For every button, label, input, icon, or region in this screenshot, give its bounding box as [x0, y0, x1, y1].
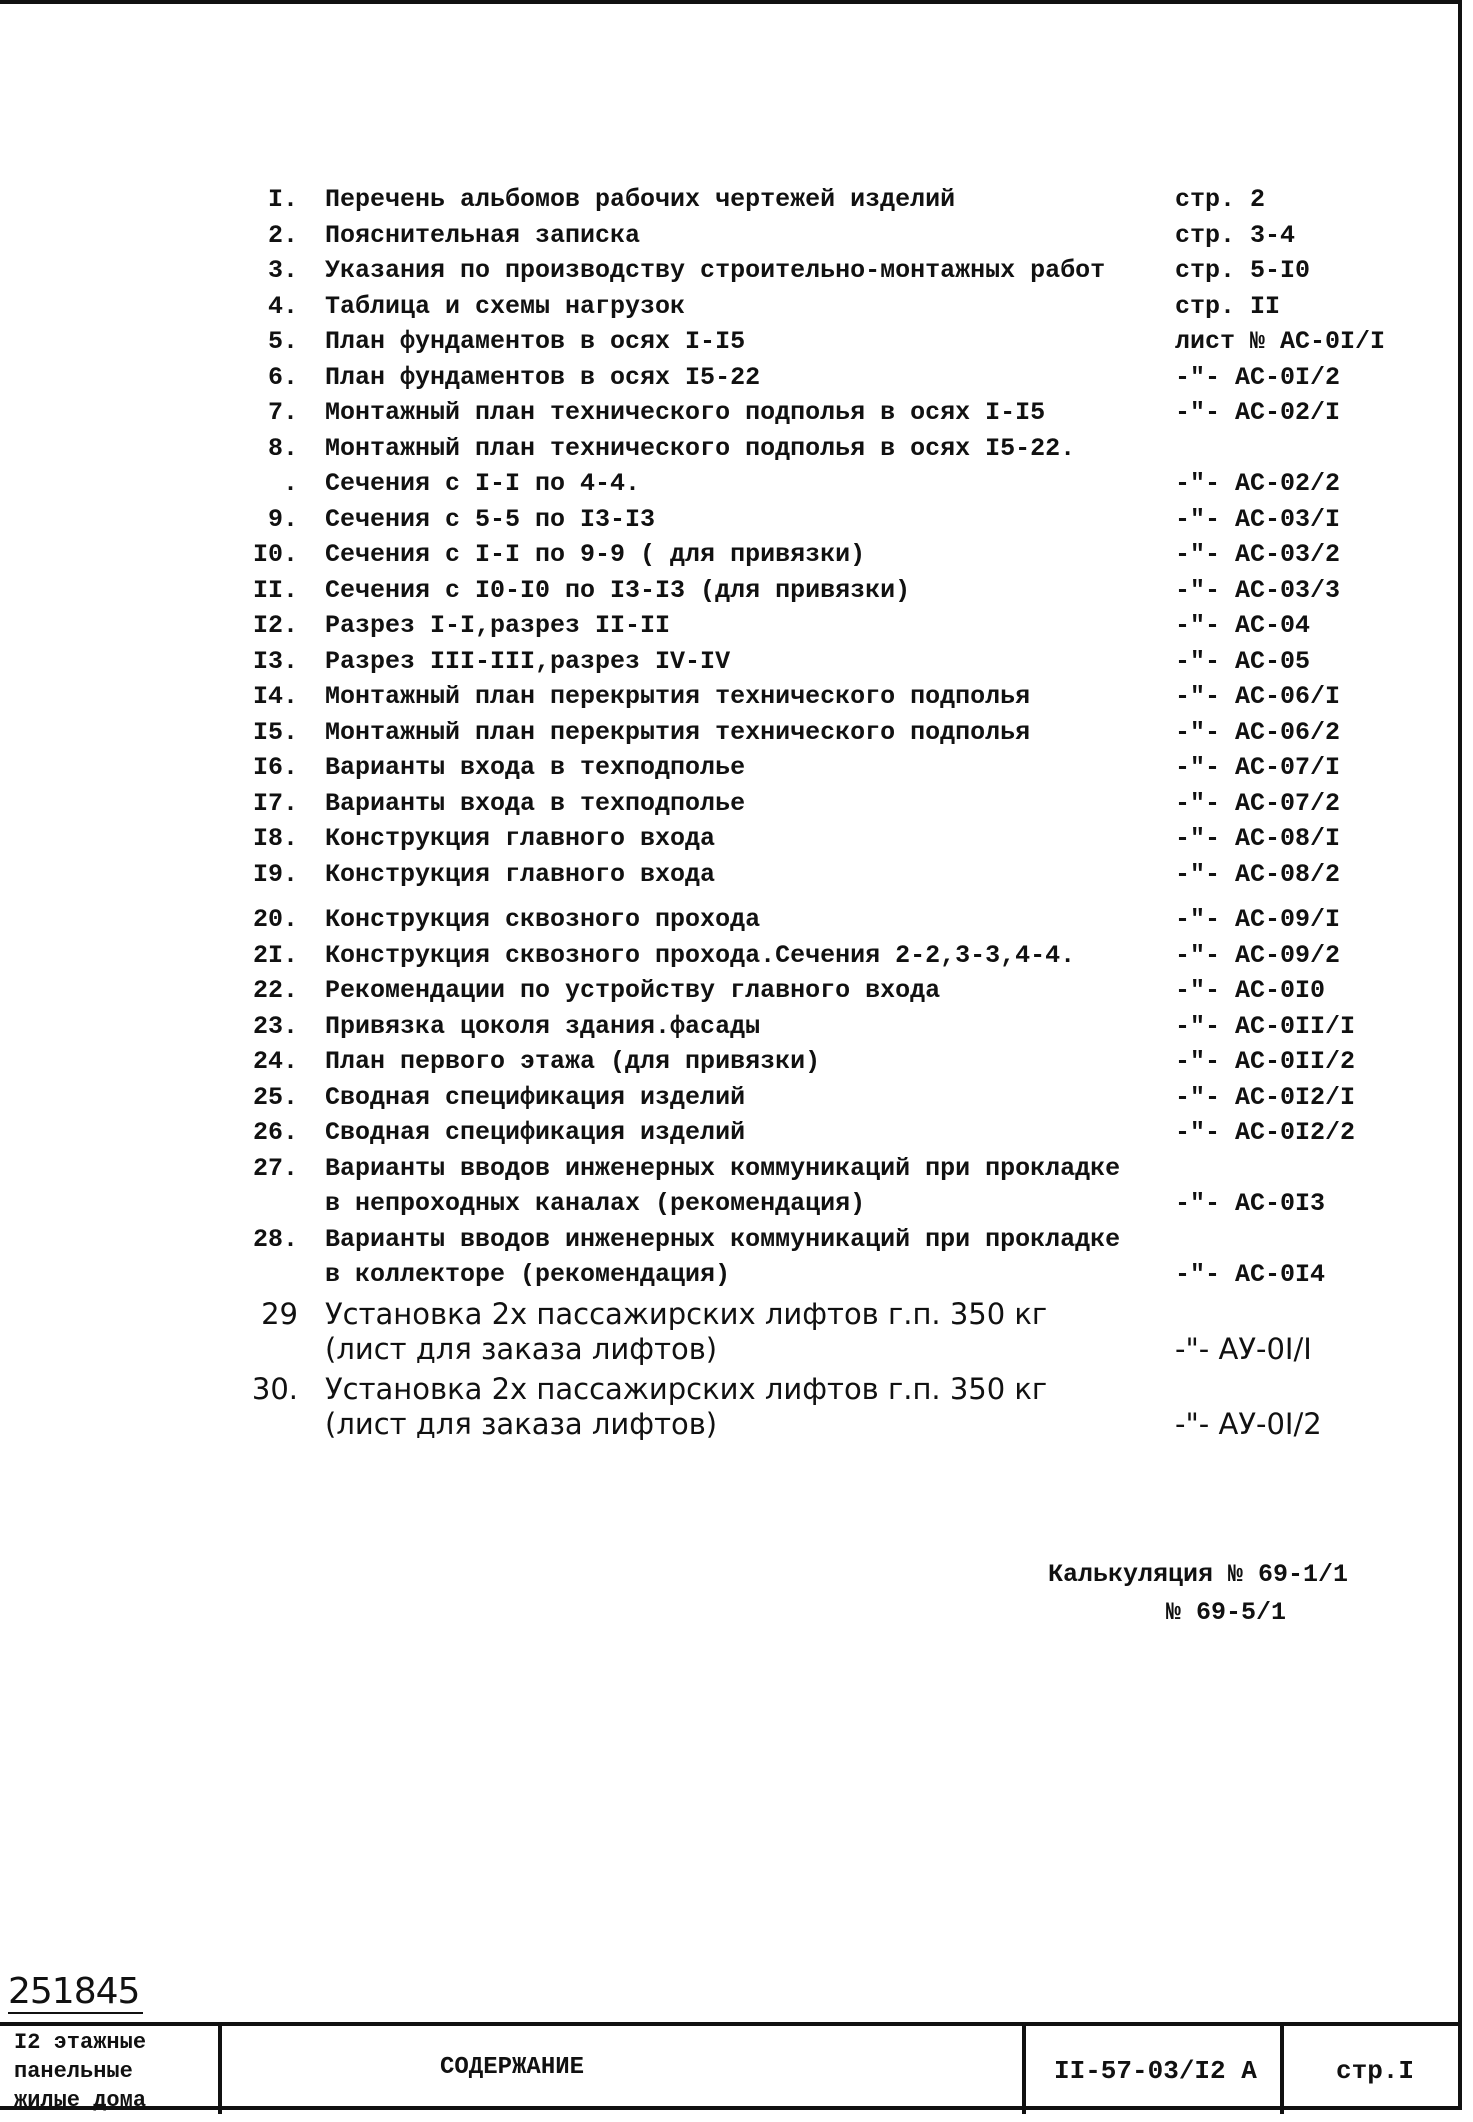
toc-row — [240, 1115, 1410, 1151]
toc-num: 26. — [252, 1118, 298, 1147]
toc-ref: -"- АС-03/2 — [1175, 540, 1341, 569]
toc-ref: -"- АС-0II/I — [1175, 1011, 1356, 1041]
toc-num: 5. — [267, 327, 298, 356]
toc-row — [240, 502, 1410, 538]
toc-row — [240, 466, 1410, 502]
toc-row — [240, 1151, 1410, 1187]
toc-title: Конструкция сквозного прохода.Сечения 2-2,3-3,4-4. — [325, 940, 1076, 970]
toc-ref: -"- АС-02/I — [1175, 398, 1341, 427]
calculation-note — [1048, 1556, 1348, 1632]
toc-row — [240, 218, 1410, 254]
toc-title: Сечения с I0-I0 по I3-I3 (для привязки) — [325, 575, 911, 605]
stamp-series-line-2: панельные — [14, 2059, 133, 2084]
toc-title: Сводная спецификация изделий — [325, 1118, 746, 1147]
toc-title: Установка 2х пассажирских лифтов г.п. 350 кг — [325, 1296, 1048, 1331]
toc-num: I7. — [252, 788, 298, 818]
toc-num: II. — [252, 575, 298, 605]
stamp-title: СОДЕРЖАНИЕ — [440, 2054, 585, 2081]
toc-row — [240, 608, 1410, 644]
toc-ref: стр. II — [1175, 291, 1281, 321]
toc-row — [240, 902, 1410, 938]
toc-title: Варианты вводов инженерных коммуникаций при прокладке — [325, 1224, 1121, 1254]
toc-num: I3. — [252, 646, 298, 676]
toc-row — [240, 1372, 1410, 1408]
toc-title: Сечения с I-I по 4-4. — [325, 469, 641, 498]
toc-ref: -"- АС-04 — [1175, 611, 1311, 640]
toc-ref: -"- АУ-0I/I — [1175, 1332, 1312, 1366]
toc-ref: -"- АС-06/2 — [1175, 717, 1341, 747]
toc-num: I9. — [252, 859, 298, 889]
toc-num: I2. — [252, 611, 298, 640]
toc-ref: -"- АС-07/I — [1175, 753, 1341, 782]
toc-row — [240, 253, 1410, 289]
toc-title: (лист для заказа лифтов) — [325, 1407, 718, 1441]
stamp-code-cell — [1026, 2026, 1284, 2114]
toc-num: I0. — [252, 540, 298, 569]
toc-title: Варианты входа в техподполье — [325, 753, 746, 782]
row-gap — [240, 892, 1410, 902]
toc-row — [240, 1222, 1410, 1258]
toc-row — [240, 1332, 1410, 1368]
toc-title: Конструкция сквозного прохода — [325, 905, 761, 934]
toc-row — [240, 324, 1410, 360]
toc-title: Монтажный план технического подполья в осях I5-22. — [325, 433, 1076, 463]
toc-ref: -"- АС-09/I — [1175, 905, 1341, 934]
toc-title: Варианты входа в техподполье — [325, 788, 746, 818]
toc-num: 27. — [252, 1153, 298, 1183]
toc-row — [240, 431, 1410, 467]
calculation-line-1: Калькуляция № 69-1/1 — [1048, 1560, 1349, 1589]
toc-row — [240, 289, 1410, 325]
toc-row — [240, 360, 1410, 396]
toc-num: 3. — [267, 256, 298, 285]
toc-ref: -"- АС-07/2 — [1175, 788, 1341, 818]
toc-ref: -"- АС-0I3 — [1175, 1189, 1326, 1218]
stamp-series-cell — [0, 2026, 222, 2114]
toc-ref: -"- АС-0II/2 — [1175, 1047, 1356, 1076]
toc-title: Монтажный план технического подполья в осях I-I5 — [325, 398, 1046, 427]
toc-row — [240, 1297, 1410, 1333]
toc-row — [240, 857, 1410, 893]
toc-num: 23. — [252, 1011, 298, 1041]
toc-ref: -"- АС-06/I — [1175, 682, 1341, 711]
toc-num: 22. — [252, 976, 298, 1005]
toc-title: Установка 2х пассажирских лифтов г.п. 350 кг — [325, 1371, 1048, 1406]
toc-ref: -"- АС-08/I — [1175, 824, 1341, 853]
toc-title: в непроходных каналах (рекомендация) — [325, 1189, 866, 1218]
toc-num: 28. — [252, 1224, 298, 1254]
toc-title: Таблица и схемы нагрузок — [325, 291, 686, 321]
calculation-line-2: № 69-5/1 — [1166, 1598, 1287, 1627]
toc-row — [240, 1186, 1410, 1222]
toc-ref: -"- АС-08/2 — [1175, 859, 1341, 889]
toc-title: Варианты вводов инженерных коммуникаций при прокладке — [325, 1153, 1121, 1183]
toc-row — [240, 715, 1410, 751]
toc-row — [240, 573, 1410, 609]
toc-title: Указания по производству строительно-монтажных работ — [325, 256, 1106, 285]
toc-row — [240, 1080, 1410, 1116]
toc-num: 24. — [252, 1047, 298, 1076]
toc-num: 4. — [267, 291, 298, 321]
toc-row — [240, 1009, 1410, 1045]
stamp-title-cell — [222, 2026, 1026, 2114]
toc-title: План фундаментов в осях I-I5 — [325, 327, 746, 356]
toc-title: План первого этажа (для привязки) — [325, 1047, 821, 1076]
archive-number: 251845 — [8, 1972, 143, 2014]
toc-title: Привязка цоколя здания.фасады — [325, 1011, 761, 1041]
toc-title: Монтажный план перекрытия технического подполья — [325, 717, 1031, 747]
toc-title: Пояснительная записка — [325, 220, 641, 250]
toc-num: I8. — [252, 824, 298, 853]
toc-num: 29 — [261, 1296, 298, 1331]
table-of-contents — [240, 182, 1410, 1443]
toc-num: I5. — [252, 717, 298, 747]
stamp-page: стр.I — [1336, 2056, 1415, 2086]
toc-title: (лист для заказа лифтов) — [325, 1332, 718, 1366]
toc-num: 30. — [251, 1371, 298, 1406]
stamp-series-line-3: жилые дома — [14, 2088, 147, 2113]
toc-row — [240, 1044, 1410, 1080]
toc-num: 2. — [267, 220, 298, 250]
toc-row — [240, 679, 1410, 715]
toc-ref: лист № АС-0I/I — [1175, 327, 1386, 356]
toc-row — [240, 537, 1410, 573]
toc-row — [240, 1257, 1410, 1293]
toc-num: 6. — [267, 362, 298, 392]
toc-title: План фундаментов в осях I5-22 — [325, 362, 761, 392]
toc-ref: -"- АС-0I2/2 — [1175, 1118, 1356, 1147]
toc-row — [240, 1407, 1410, 1443]
toc-row — [240, 938, 1410, 974]
toc-title: Сводная спецификация изделий — [325, 1082, 746, 1112]
toc-title: Монтажный план перекрытия технического подполья — [325, 682, 1031, 711]
toc-num: 7. — [267, 398, 298, 427]
toc-ref: -"- АС-09/2 — [1175, 940, 1341, 970]
toc-num: 8. — [267, 433, 298, 463]
toc-row — [240, 182, 1410, 218]
toc-title: Разрез III-III,разрез IV-IV — [325, 646, 731, 676]
toc-ref: стр. 5-I0 — [1175, 256, 1311, 285]
toc-ref: -"- АС-02/2 — [1175, 469, 1341, 498]
toc-num: 9. — [267, 504, 298, 534]
toc-num: 2I. — [252, 940, 298, 970]
toc-title: Конструкция главного входа — [325, 824, 716, 853]
toc-num: 20. — [252, 905, 298, 934]
toc-ref: -"- АС-03/3 — [1175, 575, 1341, 605]
toc-title: в коллекторе (рекомендация) — [325, 1260, 731, 1289]
toc-title: Сечения с 5-5 по I3-I3 — [325, 504, 656, 534]
stamp-page-cell — [1284, 2026, 1462, 2114]
toc-ref: -"- АС-03/I — [1175, 504, 1341, 534]
toc-num: 25. — [252, 1082, 298, 1112]
toc-title: Конструкция главного входа — [325, 859, 716, 889]
stamp-series-line-1: I2 этажные — [14, 2030, 147, 2055]
toc-ref: -"- АС-05 — [1175, 646, 1311, 676]
toc-row — [240, 395, 1410, 431]
toc-row — [240, 644, 1410, 680]
toc-title: Перечень альбомов рабочих чертежей изделий — [325, 185, 956, 214]
toc-row — [240, 821, 1410, 857]
toc-num: I4. — [252, 682, 298, 711]
toc-ref: -"- АС-0I0 — [1175, 976, 1326, 1005]
toc-num: I. — [267, 185, 298, 214]
toc-title: Разрез I-I,разрез II-II — [325, 611, 671, 640]
toc-ref: -"- АУ-0I/2 — [1175, 1407, 1322, 1441]
toc-row — [240, 973, 1410, 1009]
toc-ref: -"- АС-0I2/I — [1175, 1082, 1356, 1112]
toc-title: Сечения с I-I по 9-9 ( для привязки) — [325, 540, 866, 569]
toc-row — [240, 750, 1410, 786]
toc-num: . — [282, 469, 298, 498]
toc-title: Рекомендации по устройству главного входа — [325, 976, 941, 1005]
toc-num: I6. — [252, 753, 298, 782]
stamp-code: II-57-03/I2 А — [1054, 2056, 1257, 2086]
toc-row — [240, 786, 1410, 822]
toc-ref: -"- АС-0I4 — [1175, 1260, 1326, 1289]
toc-ref: стр. 3-4 — [1175, 220, 1296, 250]
title-block — [0, 2022, 1462, 2114]
toc-ref: -"- АС-0I/2 — [1175, 362, 1341, 392]
toc-ref: стр. 2 — [1175, 185, 1266, 214]
